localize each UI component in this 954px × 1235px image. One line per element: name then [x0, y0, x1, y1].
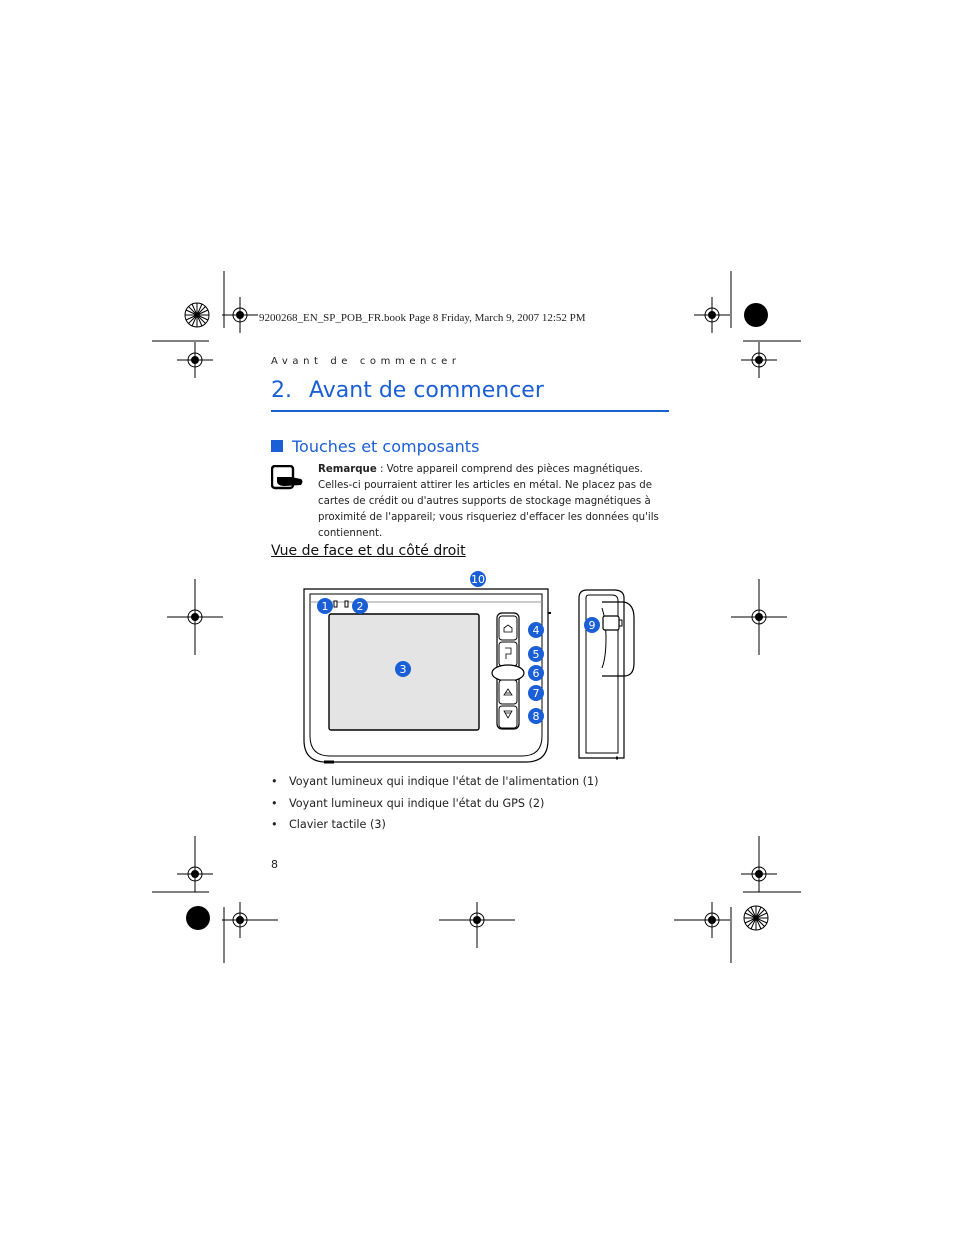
- side-connector: [603, 616, 619, 630]
- power-led: [334, 601, 337, 607]
- callout-2-label: 2: [356, 600, 364, 613]
- callout-4-label: 4: [532, 624, 540, 637]
- chapter-title: [271, 378, 669, 412]
- bullet-list: [271, 775, 671, 840]
- section-title: [271, 437, 479, 456]
- list-item: [271, 818, 671, 840]
- bullet-text: Voyant lumineux qui indique l'état du GPS (2): [289, 796, 545, 810]
- zoom-out-button: [499, 706, 517, 728]
- callout-2: [352, 598, 368, 614]
- callout-6-label: 6: [532, 667, 540, 680]
- callout-5-label: 5: [532, 648, 540, 661]
- callout-8-label: 8: [532, 710, 540, 723]
- callout-3: [395, 661, 411, 677]
- section-title-text: Touches et composants: [292, 437, 480, 456]
- callout-7-label: 7: [532, 687, 540, 700]
- callout-9-label: 9: [588, 619, 596, 632]
- list-item: [271, 797, 671, 819]
- callout-8: [528, 708, 544, 724]
- note-body: Votre appareil comprend des pièces magnétiques. Celles-ci pourraient attirer les articles en métal. Ne placez pas de cartes de crédit ou d'autres supports de stockage magnétiques à proximité de l'appareil; vous risqueriez d'effacer les données qu'ils contiennent.: [318, 464, 659, 539]
- bullet-text: Voyant lumineux qui indique l'état de l'alimentation (1): [289, 775, 599, 788]
- bullet-marker: •: [271, 796, 278, 810]
- callout-7: [528, 685, 544, 701]
- device-diagram: [296, 568, 646, 768]
- chapter-title-text: Avant de commencer: [309, 378, 544, 403]
- callout-1: [317, 598, 333, 614]
- hand-note-icon: [271, 465, 305, 491]
- callout-9: [584, 617, 600, 633]
- callout-10: [470, 571, 486, 587]
- joystick-button: [492, 665, 524, 681]
- note-separator: :: [376, 464, 387, 475]
- page-number: 8: [271, 858, 278, 871]
- chapter-number: 2.: [271, 378, 292, 403]
- home-button: [499, 616, 517, 640]
- note-label: Remarque: [318, 464, 377, 475]
- file-header: 9200268_EN_SP_POB_FR.book Page 8 Friday, March 9, 2007 12:52 PM: [259, 312, 586, 324]
- running-head: Avant de commencer: [271, 356, 461, 367]
- callout-10-label: 10: [471, 573, 485, 586]
- callout-1-label: 1: [321, 600, 329, 613]
- callout-5: [528, 646, 544, 662]
- bullet-text: Clavier tactile (3): [289, 818, 386, 831]
- zoom-in-button: [499, 680, 517, 704]
- bullet-marker: •: [271, 818, 278, 831]
- callout-6: [528, 665, 544, 681]
- bullet-marker: •: [271, 775, 278, 788]
- subsection-title: Vue de face et du côté droit: [271, 543, 466, 559]
- callout-4: [528, 622, 544, 638]
- list-item: [271, 775, 671, 797]
- section-square-icon: [271, 440, 283, 452]
- callout-3-label: 3: [399, 663, 407, 676]
- note-text: [318, 462, 666, 542]
- gps-led: [345, 601, 348, 607]
